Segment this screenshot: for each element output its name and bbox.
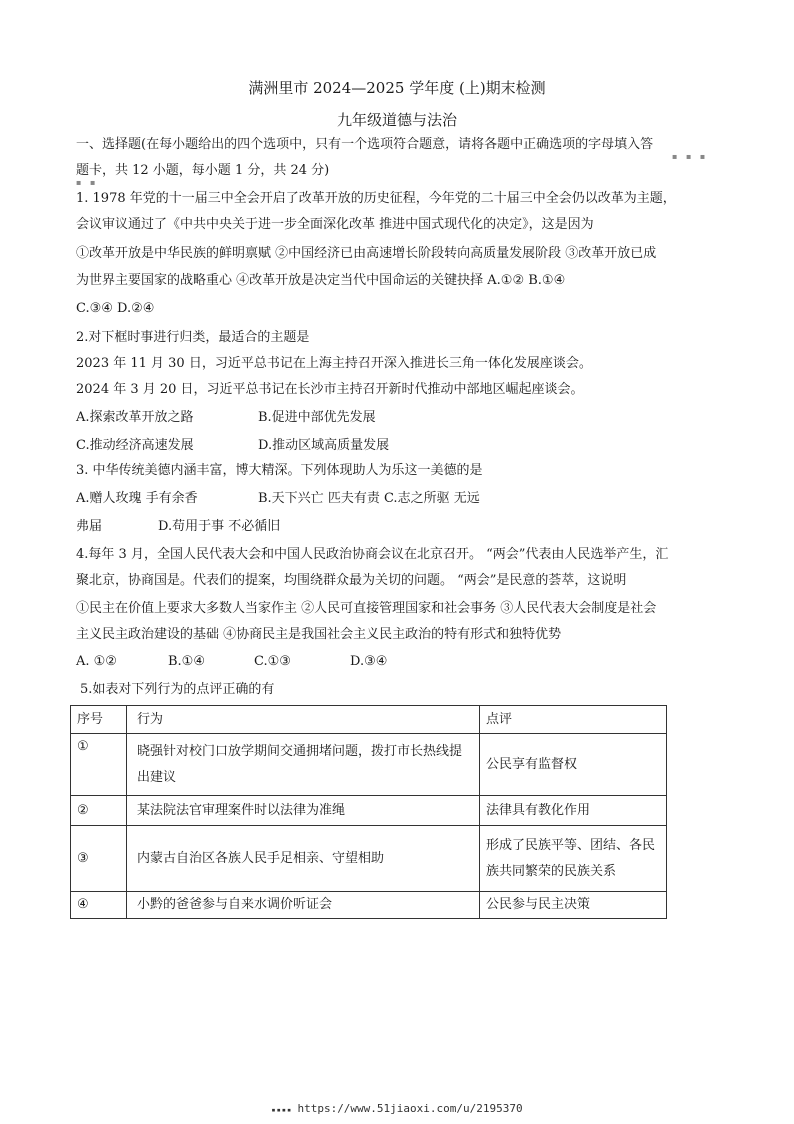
q5-stem: 5.如表对下列行为的点评正确的有 [80,682,275,697]
q2-option-d: D.推动区域高质量发展 [258,438,390,453]
table-cell: ③ [71,826,127,892]
table-row [71,826,667,892]
table-row [71,892,667,919]
q1-options-line1: ①改革开放是中华民族的鲜明禀赋 ②中国经济已由高速增长阶段转向高质量发展阶段 ③改革开放已成 [76,246,657,261]
footer-url-text[interactable]: https://www.51jiaoxi.com/u/2195370 [297,1102,523,1115]
table-cell: ④ [71,892,127,919]
scan-dots-mark: ▪ ▪ [76,178,99,187]
q3-option-d: D.苟用于事 不必循旧 [158,519,281,534]
q2-option-b: B.促进中部优先发展 [258,410,376,425]
q1-options-line2: 为世界主要国家的战略重心 ④改革开放是决定当代中国命运的关键抉择 A.①② B.①④ [76,273,566,288]
scan-dots-mark: ▪ ▪ ▪ [672,152,709,161]
table-header-cell: 行为 [127,706,480,734]
table-header-cell: 序号 [71,706,127,734]
q1-stem-line1: 1. 1978 年党的十一届三中全会开启了改革开放的历史征程，今年党的二十届三中全会仍以改革为主题， [76,191,676,206]
q4-option-b: B.①④ [168,654,205,669]
table-cell: 形成了民族平等、团结、各民族共同繁荣的民族关系 [480,826,667,892]
table-cell: 某法院法官审理案件时以法律为准绳 [127,796,480,826]
q3-option-bc: B.天下兴亡 匹夫有责 C.志之所驱 无远 [258,491,480,506]
table-header-row [71,706,667,734]
q1-stem-line2: 会议审议通过了《中共中央关于进一步全面深化改革 推进中国式现代化的决定》，这是因为 [76,217,594,232]
q2-option-a: A.探索改革开放之路 [76,410,194,425]
q4-stem-line2: 聚北京，协商国是。代表们的提案，均围绕群众最为关切的问题。 “两会”是民意的荟萃，这说明 [76,573,627,588]
footer-dots-mark: ▪▪▪▪ [271,1106,298,1114]
table-cell: 小黔的爸爸参与自来水调价听证会 [127,892,480,919]
section-instruction-line2: 题卡，共 12 小题，每小题 1 分，共 24 分) [76,163,330,178]
q2-news-1: 2023 年 11 月 30 日，习近平总书记在上海主持召开深入推进长三角一体化发展座谈会。 [76,356,592,371]
table-row [71,734,667,796]
q2-stem: 2.对下框时事进行归类，最适合的主题是 [76,330,310,345]
q3-option-a: A.赠人玫瑰 手有余香 [76,491,198,506]
exam-title: 满洲里市 2024—2025 学年度 (上)期末检测 [248,79,546,97]
footer-url[interactable] [0,1102,794,1115]
table-header-cell: 点评 [480,706,667,734]
table-cell: 公民享有监督权 [480,734,667,796]
q4-options-line2: 主义民主政治建设的基础 ④协商民主是我国社会主义民主政治的特有形式和独特优势 [76,627,562,642]
q1-options-line3: C.③④ D.②④ [76,301,155,316]
q3-option-c-cont: 弗届 [76,519,103,534]
table-cell: 晓强针对校门口放学期间交通拥堵问题，拨打市长热线提出建议 [127,734,480,796]
table-row [71,796,667,826]
q4-option-d: D.③④ [350,654,388,669]
q2-news-2: 2024 年 3 月 20 日，习近平总书记在长沙市主持召开新时代推动中部地区崛起座谈会。 [76,382,584,397]
q5-table [70,705,667,919]
q4-option-a: A. ①② [76,654,117,669]
table-cell: ② [71,796,127,826]
q4-options-line1: ①民主在价值上要求大多数人当家作主 ②人民可直接管理国家和社会事务 ③人民代表大会制度是社会 [76,601,657,616]
q3-stem: 3. 中华传统美德内涵丰富，博大精深。下列体现助人为乐这一美德的是 [76,463,483,478]
table-cell: ① [71,734,127,796]
q4-stem-line1: 4.每年 3 月，全国人民代表大会和中国人民政治协商会议在北京召开。 “两会”代表由人民选举产生，汇 [76,547,669,562]
table-cell: 法律具有教化作用 [480,796,667,826]
section-instruction-line1: 一、选择题(在每小题给出的四个选项中，只有一个选项符合题意，请将各题中正确选项的字母填入答 [76,137,654,152]
table-cell: 公民参与民主决策 [480,892,667,919]
exam-subtitle: 九年级道德与法治 [336,111,457,129]
q4-option-c: C.①③ [254,654,291,669]
table-cell: 内蒙古自治区各族人民手足相亲、守望相助 [127,826,480,892]
q2-option-c: C.推动经济高速发展 [76,438,194,453]
